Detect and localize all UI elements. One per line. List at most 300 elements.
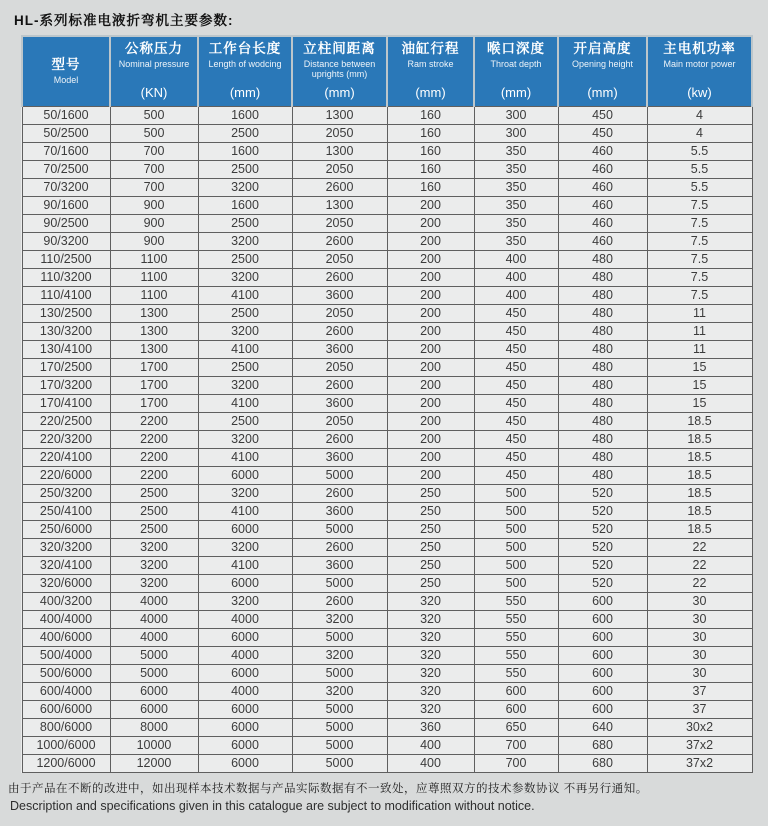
table-cell: 160 (387, 142, 474, 160)
header-en-opening-height: Opening height (571, 58, 634, 69)
table-cell: 6000 (198, 466, 292, 484)
header-unit-ram-stroke: (mm) (415, 85, 446, 101)
table-cell: 550 (474, 646, 558, 664)
table-cell: 1100 (110, 268, 198, 286)
table-cell: 450 (474, 358, 558, 376)
table-row (22, 106, 752, 124)
table-cell: 3200 (110, 574, 198, 592)
table-cell: 4000 (110, 628, 198, 646)
table-cell: 70/2500 (22, 160, 110, 178)
table-row (22, 124, 752, 142)
table-cell: 5000 (110, 664, 198, 682)
table-row (22, 574, 752, 592)
table-cell: 7.5 (647, 286, 752, 304)
table-cell: 250 (387, 538, 474, 556)
table-cell: 5000 (292, 754, 387, 772)
table-cell: 500 (474, 538, 558, 556)
table-cell: 1300 (110, 340, 198, 358)
table-row (22, 646, 752, 664)
table-cell: 200 (387, 250, 474, 268)
table-cell: 200 (387, 448, 474, 466)
table-cell: 200 (387, 466, 474, 484)
table-cell: 6000 (198, 520, 292, 538)
table-cell: 7.5 (647, 268, 752, 286)
table-cell: 2500 (198, 124, 292, 142)
table-cell: 350 (474, 214, 558, 232)
table-cell: 37x2 (647, 736, 752, 754)
table-cell: 300 (474, 124, 558, 142)
table-cell: 450 (474, 430, 558, 448)
table-cell: 1600 (198, 196, 292, 214)
table-cell: 480 (558, 268, 647, 286)
table-cell: 600 (558, 682, 647, 700)
header-en-uprights-distance: Distance between uprights (mm) (303, 58, 376, 80)
table-cell: 350 (474, 196, 558, 214)
table-cell: 2500 (198, 214, 292, 232)
table-row (22, 718, 752, 736)
table-cell: 4100 (198, 394, 292, 412)
table-cell: 500 (474, 484, 558, 502)
table-cell: 7.5 (647, 214, 752, 232)
table-row (22, 268, 752, 286)
table-cell: 250/6000 (22, 520, 110, 538)
table-row (22, 232, 752, 250)
table-cell: 160 (387, 178, 474, 196)
table-cell: 520 (558, 574, 647, 592)
header-zh-motor-power: 主电机功率 (663, 41, 736, 56)
table-cell: 170/4100 (22, 394, 110, 412)
table-cell: 130/4100 (22, 340, 110, 358)
table-cell: 2600 (292, 322, 387, 340)
table-cell: 450 (474, 376, 558, 394)
table-cell: 4 (647, 124, 752, 142)
table-cell: 520 (558, 502, 647, 520)
table-cell: 520 (558, 538, 647, 556)
table-cell: 450 (474, 394, 558, 412)
table-cell: 200 (387, 268, 474, 286)
table-cell: 320 (387, 700, 474, 718)
table-cell: 600 (558, 664, 647, 682)
table-cell: 220/4100 (22, 448, 110, 466)
table-cell: 6000 (198, 736, 292, 754)
table-cell: 480 (558, 376, 647, 394)
table-cell: 520 (558, 520, 647, 538)
table-cell: 220/3200 (22, 430, 110, 448)
header-zh-uprights-distance: 立柱间距离 (303, 41, 376, 56)
table-row (22, 538, 752, 556)
table-cell: 600/4000 (22, 682, 110, 700)
table-cell: 250 (387, 520, 474, 538)
header-zh-nominal-pressure: 公称压力 (125, 41, 183, 56)
table-cell: 2600 (292, 268, 387, 286)
table-cell: 200 (387, 214, 474, 232)
table-cell: 1700 (110, 358, 198, 376)
col-header-uprights-distance (292, 36, 387, 106)
table-cell: 480 (558, 430, 647, 448)
table-cell: 2200 (110, 430, 198, 448)
table-cell: 450 (474, 340, 558, 358)
col-header-motor-power (647, 36, 752, 106)
table-cell: 37 (647, 700, 752, 718)
table-cell: 2200 (110, 466, 198, 484)
table-cell: 1600 (198, 106, 292, 124)
table-cell: 460 (558, 214, 647, 232)
table-cell: 350 (474, 160, 558, 178)
table-cell: 50/1600 (22, 106, 110, 124)
table-cell: 3200 (198, 430, 292, 448)
table-cell: 4000 (198, 682, 292, 700)
table-cell: 320 (387, 592, 474, 610)
table-cell: 800/6000 (22, 718, 110, 736)
table-cell: 600 (558, 646, 647, 664)
table-cell: 3200 (110, 538, 198, 556)
table-row (22, 736, 752, 754)
table-cell: 2500 (110, 502, 198, 520)
table-cell: 1200/6000 (22, 754, 110, 772)
table-cell: 11 (647, 304, 752, 322)
table-cell: 3600 (292, 448, 387, 466)
table-cell: 700 (110, 160, 198, 178)
table-cell: 30 (647, 592, 752, 610)
table-cell: 3200 (198, 322, 292, 340)
table-row (22, 142, 752, 160)
table-cell: 2500 (110, 520, 198, 538)
table-cell: 700 (110, 178, 198, 196)
table-cell: 6000 (110, 682, 198, 700)
table-cell: 6000 (198, 754, 292, 772)
table-cell: 2500 (198, 160, 292, 178)
table-row (22, 196, 752, 214)
table-cell: 6000 (198, 574, 292, 592)
table-cell: 250 (387, 502, 474, 520)
table-cell: 500 (474, 574, 558, 592)
table-row (22, 484, 752, 502)
table-cell: 460 (558, 142, 647, 160)
table-cell: 680 (558, 754, 647, 772)
table-cell: 10000 (110, 736, 198, 754)
table-row (22, 160, 752, 178)
table-cell: 18.5 (647, 430, 752, 448)
table-cell: 600 (558, 700, 647, 718)
table-cell: 600 (474, 682, 558, 700)
table-cell: 900 (110, 232, 198, 250)
table-cell: 250/3200 (22, 484, 110, 502)
table-cell: 600 (558, 610, 647, 628)
table-cell: 30 (647, 646, 752, 664)
table-cell: 250 (387, 556, 474, 574)
header-zh-opening-height: 开启高度 (573, 41, 632, 56)
table-row (22, 430, 752, 448)
table-cell: 4100 (198, 556, 292, 574)
table-cell: 250/4100 (22, 502, 110, 520)
table-row (22, 592, 752, 610)
table-cell: 520 (558, 484, 647, 502)
col-header-model (22, 36, 110, 106)
table-cell: 5000 (292, 700, 387, 718)
table-cell: 2500 (198, 250, 292, 268)
table-cell: 4100 (198, 340, 292, 358)
table-cell: 480 (558, 466, 647, 484)
table-cell: 6000 (198, 700, 292, 718)
table-cell: 320 (387, 610, 474, 628)
table-cell: 600 (558, 592, 647, 610)
table-row (22, 664, 752, 682)
table-cell: 350 (474, 142, 558, 160)
table-cell: 480 (558, 322, 647, 340)
table-cell: 450 (474, 466, 558, 484)
table-row (22, 376, 752, 394)
spec-table-header (22, 36, 752, 106)
table-cell: 320 (387, 646, 474, 664)
header-zh-throat-depth: 喉口深度 (487, 41, 545, 56)
table-cell: 11 (647, 322, 752, 340)
table-cell: 1100 (110, 250, 198, 268)
table-cell: 2500 (110, 484, 198, 502)
table-cell: 130/2500 (22, 304, 110, 322)
table-cell: 3200 (292, 682, 387, 700)
table-cell: 3200 (198, 484, 292, 502)
table-cell: 600/6000 (22, 700, 110, 718)
table-cell: 200 (387, 286, 474, 304)
table-cell: 1300 (110, 322, 198, 340)
table-cell: 2600 (292, 592, 387, 610)
table-cell: 170/2500 (22, 358, 110, 376)
table-cell: 4100 (198, 448, 292, 466)
table-cell: 3600 (292, 286, 387, 304)
table-cell: 50/2500 (22, 124, 110, 142)
table-cell: 480 (558, 250, 647, 268)
table-cell: 2500 (198, 412, 292, 430)
table-cell: 22 (647, 556, 752, 574)
table-cell: 480 (558, 412, 647, 430)
table-cell: 480 (558, 286, 647, 304)
table-cell: 2600 (292, 232, 387, 250)
table-cell: 1300 (292, 196, 387, 214)
table-cell: 4 (647, 106, 752, 124)
table-row (22, 394, 752, 412)
table-cell: 3200 (110, 556, 198, 574)
table-cell: 2200 (110, 412, 198, 430)
table-cell: 200 (387, 322, 474, 340)
table-cell: 18.5 (647, 412, 752, 430)
table-cell: 550 (474, 592, 558, 610)
table-row (22, 628, 752, 646)
table-row (22, 610, 752, 628)
table-cell: 3200 (198, 538, 292, 556)
table-row (22, 700, 752, 718)
table-cell: 130/3200 (22, 322, 110, 340)
table-cell: 12000 (110, 754, 198, 772)
table-cell: 90/2500 (22, 214, 110, 232)
table-cell: 400 (387, 736, 474, 754)
table-cell: 90/3200 (22, 232, 110, 250)
table-cell: 450 (474, 322, 558, 340)
header-unit-nominal-pressure: (KN) (140, 85, 168, 101)
table-cell: 320 (387, 664, 474, 682)
table-cell: 200 (387, 196, 474, 214)
table-cell: 7.5 (647, 250, 752, 268)
table-cell: 550 (474, 610, 558, 628)
table-cell: 30 (647, 628, 752, 646)
table-cell: 6000 (198, 664, 292, 682)
table-cell: 3200 (198, 268, 292, 286)
header-row (22, 36, 752, 106)
table-cell: 2200 (110, 448, 198, 466)
table-cell: 18.5 (647, 484, 752, 502)
table-cell: 5.5 (647, 142, 752, 160)
table-cell: 400/6000 (22, 628, 110, 646)
disclaimer-zh: 由于产品在不断的改进中，如出现样本技术数据与产品实际数据有不一致处，应尊照双方的技术参数协议 不再另行通知。 (8, 782, 648, 795)
header-zh-model: 型号 (51, 56, 81, 72)
table-cell: 90/1600 (22, 196, 110, 214)
header-en-table-length: Length of wodcing (208, 58, 282, 69)
table-cell: 6000 (198, 718, 292, 736)
table-cell: 15 (647, 394, 752, 412)
table-cell: 600 (558, 628, 647, 646)
table-cell: 3600 (292, 394, 387, 412)
table-cell: 500 (474, 520, 558, 538)
table-cell: 110/2500 (22, 250, 110, 268)
disclaimer-en: Description and specifications given in this catalogue are subject to modification without notice. (10, 798, 535, 813)
table-cell: 3200 (198, 376, 292, 394)
table-cell: 1100 (110, 286, 198, 304)
table-row (22, 754, 752, 772)
table-cell: 2600 (292, 430, 387, 448)
table-row (22, 502, 752, 520)
table-cell: 5000 (292, 664, 387, 682)
table-cell: 5000 (292, 718, 387, 736)
table-cell: 4100 (198, 502, 292, 520)
table-cell: 30x2 (647, 718, 752, 736)
table-cell: 5000 (292, 574, 387, 592)
table-cell: 450 (474, 304, 558, 322)
table-cell: 3600 (292, 556, 387, 574)
table-cell: 400/4000 (22, 610, 110, 628)
table-row (22, 466, 752, 484)
table-cell: 320/6000 (22, 574, 110, 592)
header-unit-table-length: (mm) (229, 85, 261, 101)
table-cell: 480 (558, 358, 647, 376)
table-cell: 500 (110, 124, 198, 142)
table-cell: 200 (387, 430, 474, 448)
header-zh-ram-stroke: 油缸行程 (401, 41, 460, 56)
table-cell: 500/4000 (22, 646, 110, 664)
table-cell: 6000 (110, 700, 198, 718)
table-cell: 4000 (110, 610, 198, 628)
table-cell: 5000 (292, 520, 387, 538)
table-cell: 550 (474, 628, 558, 646)
table-cell: 900 (110, 196, 198, 214)
header-unit-opening-height: (mm) (587, 85, 618, 101)
table-cell: 11 (647, 340, 752, 358)
table-cell: 220/2500 (22, 412, 110, 430)
table-cell: 2050 (292, 214, 387, 232)
table-cell: 250 (387, 484, 474, 502)
table-cell: 18.5 (647, 502, 752, 520)
table-cell: 400 (387, 754, 474, 772)
table-cell: 5.5 (647, 178, 752, 196)
table-cell: 200 (387, 232, 474, 250)
table-cell: 500/6000 (22, 664, 110, 682)
table-row (22, 250, 752, 268)
table-cell: 70/1600 (22, 142, 110, 160)
table-cell: 500 (474, 556, 558, 574)
table-row (22, 520, 752, 538)
table-cell: 2050 (292, 124, 387, 142)
table-cell: 1300 (110, 304, 198, 322)
table-cell: 450 (474, 448, 558, 466)
table-cell: 22 (647, 538, 752, 556)
table-cell: 30 (647, 664, 752, 682)
table-cell: 450 (474, 412, 558, 430)
table-cell: 15 (647, 376, 752, 394)
table-row (22, 304, 752, 322)
table-row (22, 556, 752, 574)
table-cell: 1000/6000 (22, 736, 110, 754)
table-row (22, 286, 752, 304)
header-en-nominal-pressure: Nominal pressure (118, 58, 190, 69)
table-cell: 37x2 (647, 754, 752, 772)
table-cell: 480 (558, 394, 647, 412)
col-header-nominal-pressure (110, 36, 198, 106)
table-row (22, 412, 752, 430)
table-row (22, 682, 752, 700)
table-cell: 15 (647, 358, 752, 376)
table-cell: 5000 (110, 646, 198, 664)
header-en-model: Model (53, 74, 79, 85)
table-cell: 450 (558, 106, 647, 124)
table-cell: 450 (558, 124, 647, 142)
header-unit-motor-power: (kw) (687, 85, 712, 101)
table-cell: 18.5 (647, 448, 752, 466)
table-cell: 3600 (292, 340, 387, 358)
table-cell: 2050 (292, 304, 387, 322)
table-cell: 550 (474, 664, 558, 682)
table-cell: 18.5 (647, 466, 752, 484)
table-cell: 4000 (198, 610, 292, 628)
table-cell: 460 (558, 178, 647, 196)
table-cell: 3200 (198, 592, 292, 610)
header-zh-table-length: 工作台长度 (208, 41, 282, 56)
page-title: HL-系列标准电液折弯机主要参数: (14, 13, 234, 28)
table-cell: 18.5 (647, 520, 752, 538)
table-cell: 2600 (292, 376, 387, 394)
table-cell: 700 (474, 754, 558, 772)
table-cell: 4000 (110, 592, 198, 610)
table-cell: 200 (387, 412, 474, 430)
table-cell: 350 (474, 178, 558, 196)
table-cell: 8000 (110, 718, 198, 736)
table-cell: 320 (387, 682, 474, 700)
table-cell: 2050 (292, 250, 387, 268)
table-cell: 480 (558, 340, 647, 358)
table-cell: 30 (647, 610, 752, 628)
table-cell: 320/4100 (22, 556, 110, 574)
table-cell: 460 (558, 196, 647, 214)
table-cell: 2500 (198, 358, 292, 376)
table-row (22, 448, 752, 466)
col-header-throat-depth (474, 36, 558, 106)
table-cell: 460 (558, 232, 647, 250)
table-cell: 2600 (292, 538, 387, 556)
table-cell: 2600 (292, 178, 387, 196)
table-row (22, 358, 752, 376)
table-cell: 110/3200 (22, 268, 110, 286)
table-row (22, 340, 752, 358)
table-cell: 680 (558, 736, 647, 754)
table-cell: 1600 (198, 142, 292, 160)
table-cell: 400 (474, 250, 558, 268)
